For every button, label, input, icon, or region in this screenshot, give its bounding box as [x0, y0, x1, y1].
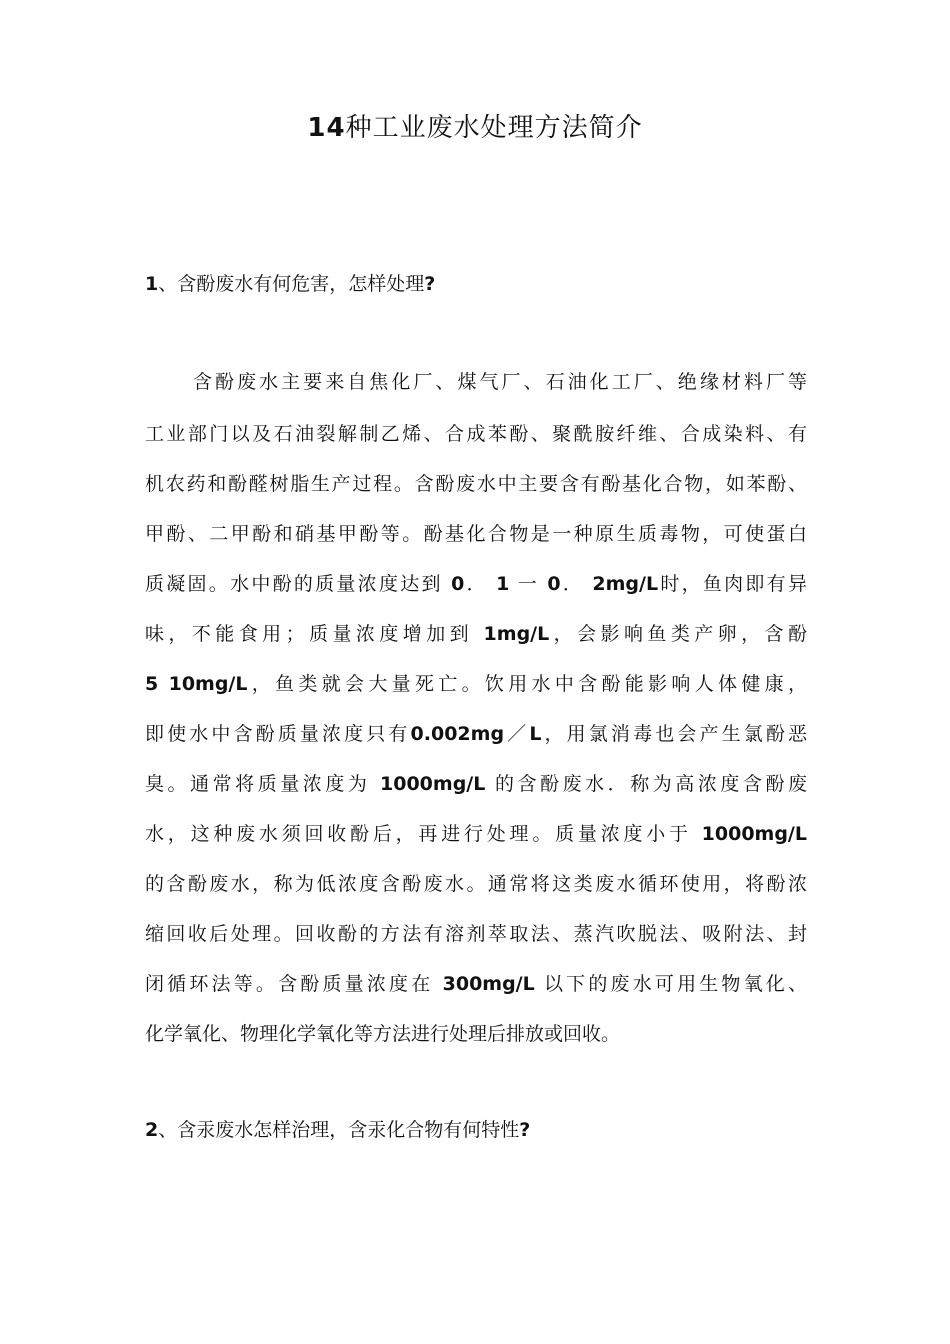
paragraph-line	[145, 970, 807, 998]
line-text: 时，鱼肉即有异	[658, 573, 807, 595]
line-text: ，用氯消毒也会产生氯酚恶	[541, 723, 807, 745]
paragraph-line	[145, 770, 807, 798]
paragraph-line	[145, 720, 807, 748]
punct: ．	[560, 573, 585, 595]
title-text: 种工业废水处理方法简介	[345, 113, 643, 143]
value: 2mg/L	[592, 573, 659, 595]
value: L	[529, 723, 542, 745]
paragraph-line: 机农药和酚醛树脂生产过程。含酚废水中主要含有酚基化合物，如苯酚、	[145, 473, 807, 495]
value: 0.002mg	[410, 723, 505, 745]
line-text: 臭。通常将质量浓度为	[145, 773, 371, 795]
paragraph-line: 含酚废水主要来自焦化厂、煤气厂、石油化工厂、绝缘材料厂等	[193, 371, 807, 393]
line-text: 甲酚、二甲酚和硝基甲酚等。酚基化合物是一种原生质毒物，可使蛋白	[145, 523, 807, 545]
value: 1	[496, 573, 510, 595]
section-2-heading	[145, 1116, 530, 1144]
section-2-question-mark: ?	[519, 1119, 531, 1141]
value: 0	[451, 573, 465, 595]
section-2-question: 、含汞废水怎样治理，含汞化合物有何特性	[158, 1119, 520, 1141]
value: 1000mg/L	[380, 773, 486, 795]
punct: ．	[464, 573, 488, 595]
paragraph-line: 缩回收后处理。回收酚的方法有溶剂萃取法、蒸汽吹脱法、吸附法、封	[145, 923, 807, 945]
paragraph-line: 化学氧化、物理化学氧化等方法进行处理后排放或回收。	[145, 1023, 621, 1045]
line-text: 的含酚废水．称为高浓度含酚废	[494, 773, 807, 795]
punct: ／	[504, 723, 530, 745]
line-text: 味，不能食用；质量浓度增加到	[145, 623, 474, 645]
paragraph-line	[145, 670, 807, 698]
value: 1000mg/L	[701, 823, 807, 845]
line-text: 质凝固。水中酚的质量浓度达到	[145, 573, 443, 595]
line-text: ，鱼类就会大量死亡。饮用水中含酚能影响人体健康，	[247, 673, 807, 695]
paragraph-line	[145, 620, 807, 648]
line-text: 闭循环法等。含酚质量浓度在	[145, 973, 434, 995]
value: 10mg/L	[168, 673, 248, 695]
section-1-number: 1	[145, 273, 159, 295]
title-number: 14	[307, 113, 346, 143]
value: 5	[145, 673, 159, 695]
line-text: 即使水中含酚质量浓度只有	[145, 723, 411, 745]
line-text: 以下的废水可用生物氧化、	[543, 973, 807, 995]
section-1-question-mark: ?	[424, 273, 436, 295]
dash: 一	[517, 573, 539, 595]
paragraph-line	[145, 570, 807, 598]
section-2-number: 2	[145, 1119, 159, 1141]
line-text: 水，这种废水须回收酚后，再进行处理。质量浓度小于	[145, 823, 692, 845]
paragraph-line: 工业部门以及石油裂解制乙烯、合成苯酚、聚酰胺纤维、合成染料、有	[145, 423, 807, 445]
line-text: ，会影响鱼类产卵，含酚	[549, 623, 807, 645]
value: 0	[547, 573, 561, 595]
section-1-heading	[145, 270, 435, 298]
section-1-question: 、含酚废水有何危害，怎样处理	[158, 273, 425, 295]
paragraph-line	[145, 820, 807, 848]
document-title	[0, 108, 950, 148]
value: 1mg/L	[483, 623, 550, 645]
paragraph-line	[145, 520, 807, 548]
value: 300mg/L	[442, 973, 535, 995]
paragraph-line: 的含酚废水，称为低浓度含酚废水。通常将这类废水循环使用，将酚浓	[145, 873, 807, 895]
